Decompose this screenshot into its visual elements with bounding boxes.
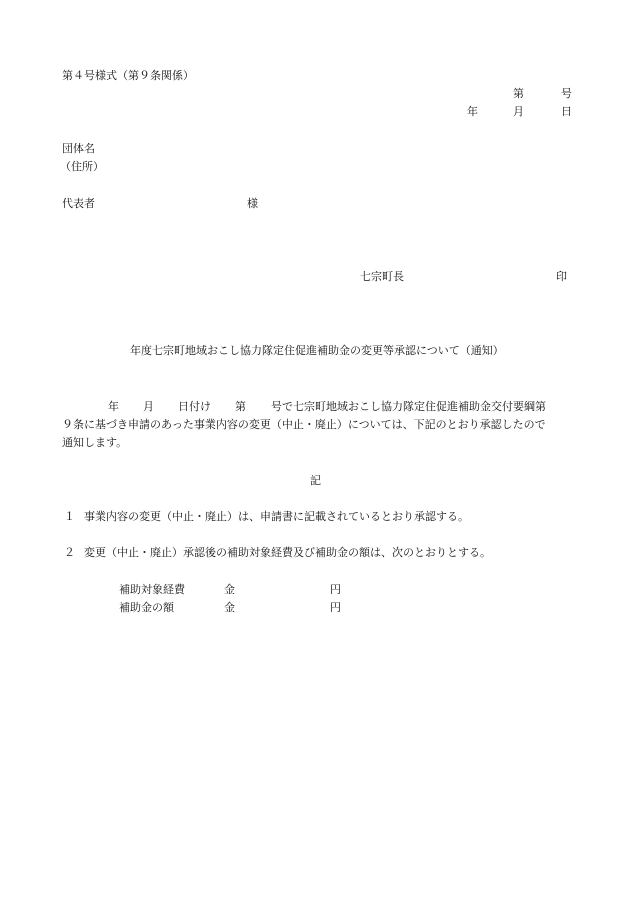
amount-1-unit: 円	[330, 583, 341, 596]
representative-label: 代表者	[62, 197, 95, 210]
date-year: 年	[467, 105, 478, 118]
body-line3: 通知します。	[62, 436, 128, 449]
amount-2-unit: 円	[330, 601, 341, 614]
seal-mark: 印	[556, 270, 567, 283]
ki-heading: 記	[310, 474, 321, 487]
body-dated: 日付け	[178, 400, 211, 413]
amount-2-currency: 金	[224, 601, 235, 614]
address-label: （住所）	[60, 160, 104, 173]
body-line2: ９条に基づき申請のあった事業内容の変更（中止・廃止）については、下記のとおり承認したので	[62, 418, 546, 431]
body-no-prefix: 第	[235, 400, 246, 413]
item-1-text: 事業内容の変更（中止・廃止）は、申請書に記載されているとおり承認する。	[84, 510, 469, 523]
body-year: 年	[108, 400, 119, 413]
item-2-text: 変更（中止・廃止）承認後の補助対象経費及び補助金の額は、次のとおりとする。	[84, 546, 491, 559]
amount-1-currency: 金	[224, 583, 235, 596]
form-label: 第４号様式（第９条関係）	[62, 69, 194, 82]
issuer-name: 七宗町長	[360, 270, 404, 283]
document-title: 年度七宗町地域おこし協力隊定住促進補助金の変更等承認について（通知）	[130, 344, 504, 357]
amount-2-label: 補助金の額	[119, 601, 174, 614]
amount-1-label: 補助対象経費	[119, 583, 185, 596]
date-day: 日	[561, 105, 572, 118]
doc-number-suffix: 号	[561, 87, 572, 100]
item-1-number: １	[64, 510, 75, 523]
date-month: 月	[513, 105, 524, 118]
body-month: 月	[143, 400, 154, 413]
doc-number-prefix: 第	[513, 87, 524, 100]
honorific: 様	[247, 197, 258, 210]
body-line1-rest: 号で七宗町地域おこし協力隊定住促進補助金交付要綱第	[271, 400, 546, 413]
org-name-label: 団体名	[62, 142, 95, 155]
item-2-number: ２	[64, 546, 75, 559]
